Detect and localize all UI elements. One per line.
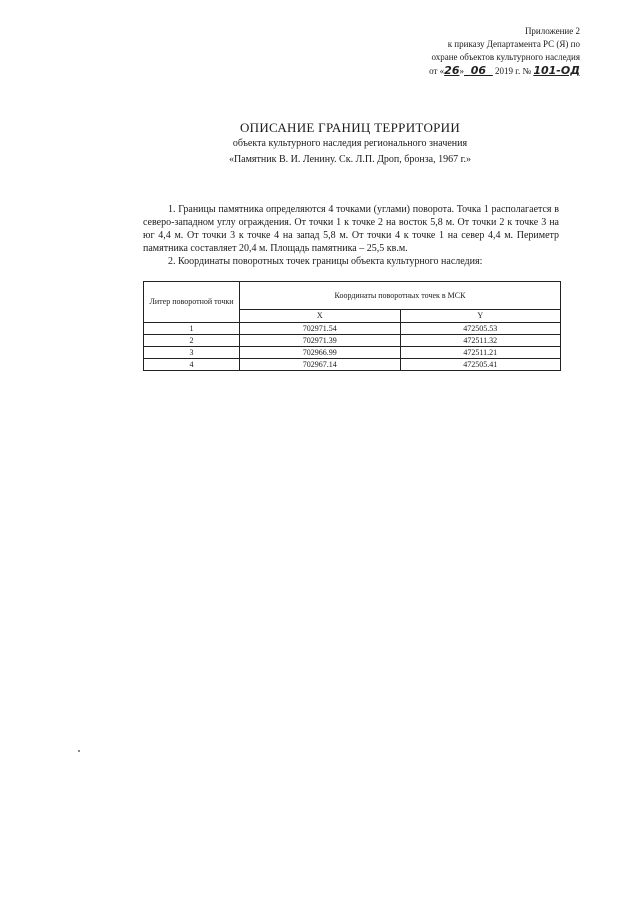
document-title: ОПИСАНИЕ ГРАНИЦ ТЕРРИТОРИИ [239, 120, 461, 135]
coord-y: 472505.41 [400, 359, 561, 371]
coord-y: 472511.32 [400, 335, 561, 347]
appendix-order-ref: к приказу Департамента РС (Я) по [447, 39, 580, 49]
header-y: Y [400, 310, 561, 323]
paragraph-boundaries: 1. Границы памятника определяются 4 точками (углами) поворота. Точка 1 располагается в северо-западном углу ограждения. От точки 1 к точке 2 на восток 5,8 м. От точки 2 к точке 3 на юг 4,4 м. От точки 3 к точке 4 на запад 5,8 м. От точки 4 к точке 1 на север 4,4 м. Периметр памятника составляет 20,4 м. Площадь памятника – 25,5 кв.м. [143, 204, 559, 254]
document-title-block [160, 120, 540, 168]
coord-x: 702971.39 [240, 335, 401, 347]
document-subtitle: объекта культурного наследия регионального значения [232, 138, 468, 149]
table-row [144, 347, 561, 359]
handwritten-month: 06 [470, 64, 487, 77]
appendix-header [340, 25, 580, 78]
coord-x: 702966.99 [240, 347, 401, 359]
point-number: 2 [144, 335, 240, 347]
header-coordinates: Координаты поворотных точек в МСК [240, 282, 561, 310]
appendix-date-line [340, 64, 580, 78]
coord-y: 472505.53 [400, 323, 561, 335]
table-row [144, 323, 561, 335]
scan-speck [78, 750, 80, 752]
monument-name: «Памятник В. И. Ленину. Ск. Л.П. Дроп, бронза, 1967 г.» [228, 154, 472, 165]
header-x: X [240, 310, 401, 323]
table-row [144, 335, 561, 347]
point-number: 4 [144, 359, 240, 371]
table-row [144, 359, 561, 371]
appendix-department: охране объектов культурного наследия [431, 52, 580, 62]
date-prefix: от « [429, 66, 445, 76]
handwritten-day: 26 [444, 64, 460, 77]
date-mid: » [459, 66, 464, 76]
header-point-letter: Литер поворотной точки [144, 282, 240, 323]
coord-x: 702967.14 [240, 359, 401, 371]
coord-x: 702971.54 [240, 323, 401, 335]
coordinates-table [143, 281, 561, 371]
date-year: 2019 г. № [495, 66, 532, 76]
document-body [143, 203, 559, 268]
paragraph-coordinates-intro: 2. Координаты поворотных точек границы объекта культурного наследия: [168, 256, 483, 267]
point-number: 1 [144, 323, 240, 335]
point-number: 3 [144, 347, 240, 359]
handwritten-order-number: 101-ОД [533, 64, 580, 77]
appendix-title: Приложение 2 [524, 26, 580, 36]
coord-y: 472511.21 [400, 347, 561, 359]
